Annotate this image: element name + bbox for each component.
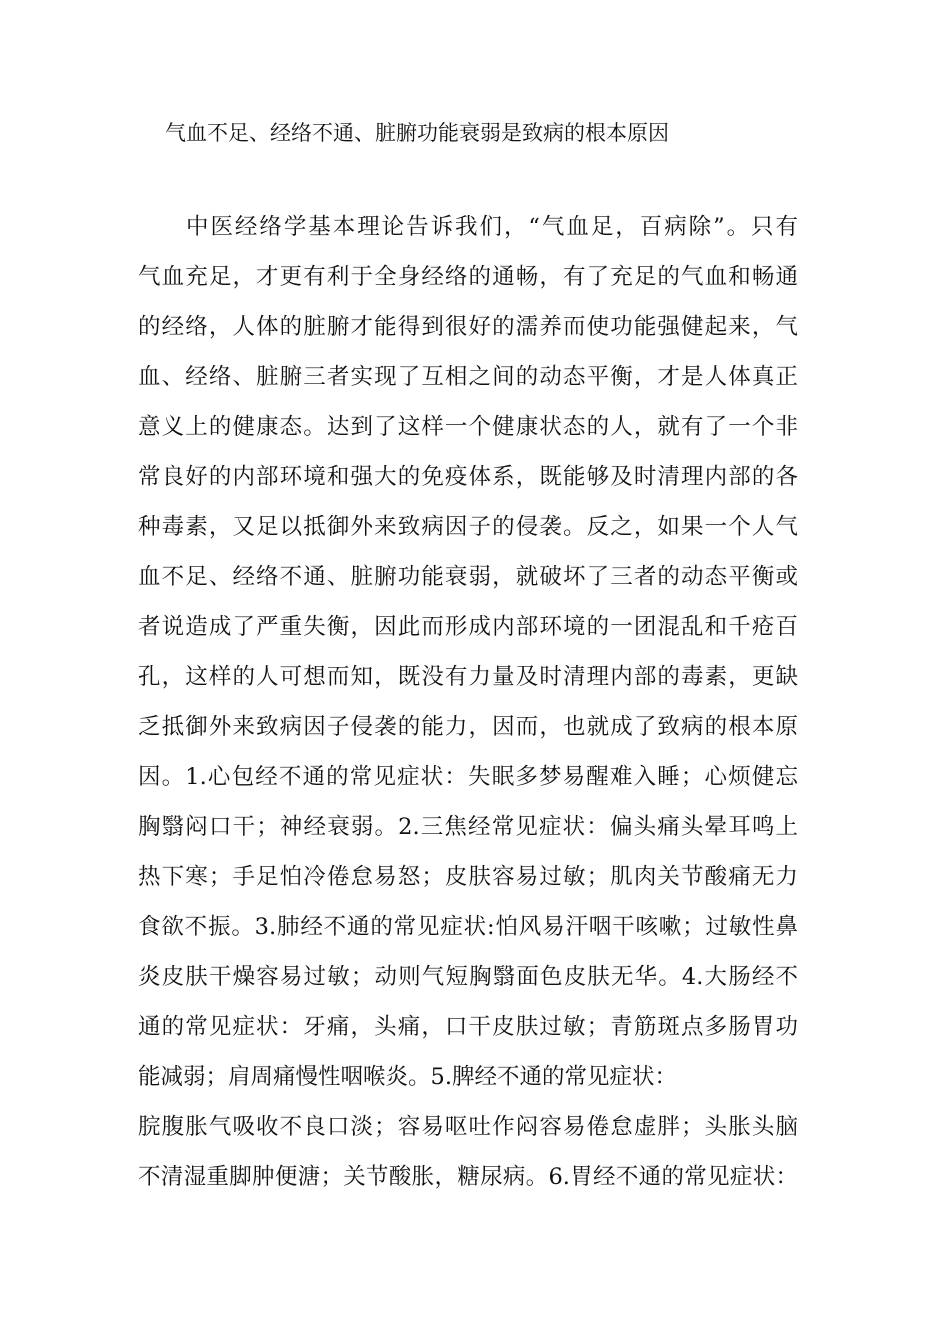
body-line: 不清湿重脚肿便溏；关节酸胀，糖尿病。6.胃经不通的常见症状： (138, 1164, 798, 1190)
body-line: 热下寒；手足怕冷倦怠易怒；皮肤容易过敏；肌肉关节酸痛无力 (138, 864, 798, 890)
body-line: 脘腹胀气吸收不良口淡；容易呕吐作闷容易倦怠虚胖；头胀头脑 (138, 1114, 798, 1140)
body-line: 种毒素，又足以抵御外来致病因子的侵袭。反之，如果一个人气 (138, 514, 798, 540)
document-body (138, 202, 798, 1202)
body-line: 乏抵御外来致病因子侵袭的能力，因而，也就成了致病的根本原 (138, 714, 798, 740)
body-line: 通的常见症状：牙痛，头痛，口干皮肤过敏；青筋斑点多肠胃功 (138, 1014, 798, 1040)
document-title: 气血不足、经络不通、脏腑功能衰弱是致病的根本原因 (165, 121, 669, 145)
body-line: 者说造成了严重失衡，因此而形成内部环境的一团混乱和千疮百 (138, 614, 798, 640)
body-line: 气血充足，才更有利于全身经络的通畅，有了充足的气血和畅通 (138, 264, 798, 290)
body-line: 胸翳闷口干；神经衰弱。2.三焦经常见症状：偏头痛头晕耳鸣上 (138, 814, 798, 840)
body-line: 能减弱；肩周痛慢性咽喉炎。5.脾经不通的常见症状： (138, 1064, 677, 1090)
body-line: 中医经络学基本理论告诉我们，“气血足，百病除”。只有 (186, 214, 798, 240)
body-line: 因。1.心包经不通的常见症状：失眠多梦易醒难入睡；心烦健忘 (138, 764, 798, 790)
body-line: 意义上的健康态。达到了这样一个健康状态的人，就有了一个非 (138, 414, 798, 440)
body-line: 食欲不振。3.肺经不通的常见症状:怕风易汗咽干咳嗽；过敏性鼻 (138, 914, 798, 940)
body-line: 常良好的内部环境和强大的免疫体系，既能够及时清理内部的各 (138, 464, 798, 490)
body-line: 血不足、经络不通、脏腑功能衰弱，就破坏了三者的动态平衡或 (138, 564, 798, 590)
body-line: 孔，这样的人可想而知，既没有力量及时清理内部的毒素，更缺 (138, 664, 798, 690)
body-line: 血、经络、脏腑三者实现了互相之间的动态平衡，才是人体真正 (138, 364, 798, 390)
body-line: 的经络，人体的脏腑才能得到很好的濡养而使功能强健起来，气 (138, 314, 798, 340)
body-line: 炎皮肤干燥容易过敏；动则气短胸翳面色皮肤无华。4.大肠经不 (138, 964, 798, 990)
